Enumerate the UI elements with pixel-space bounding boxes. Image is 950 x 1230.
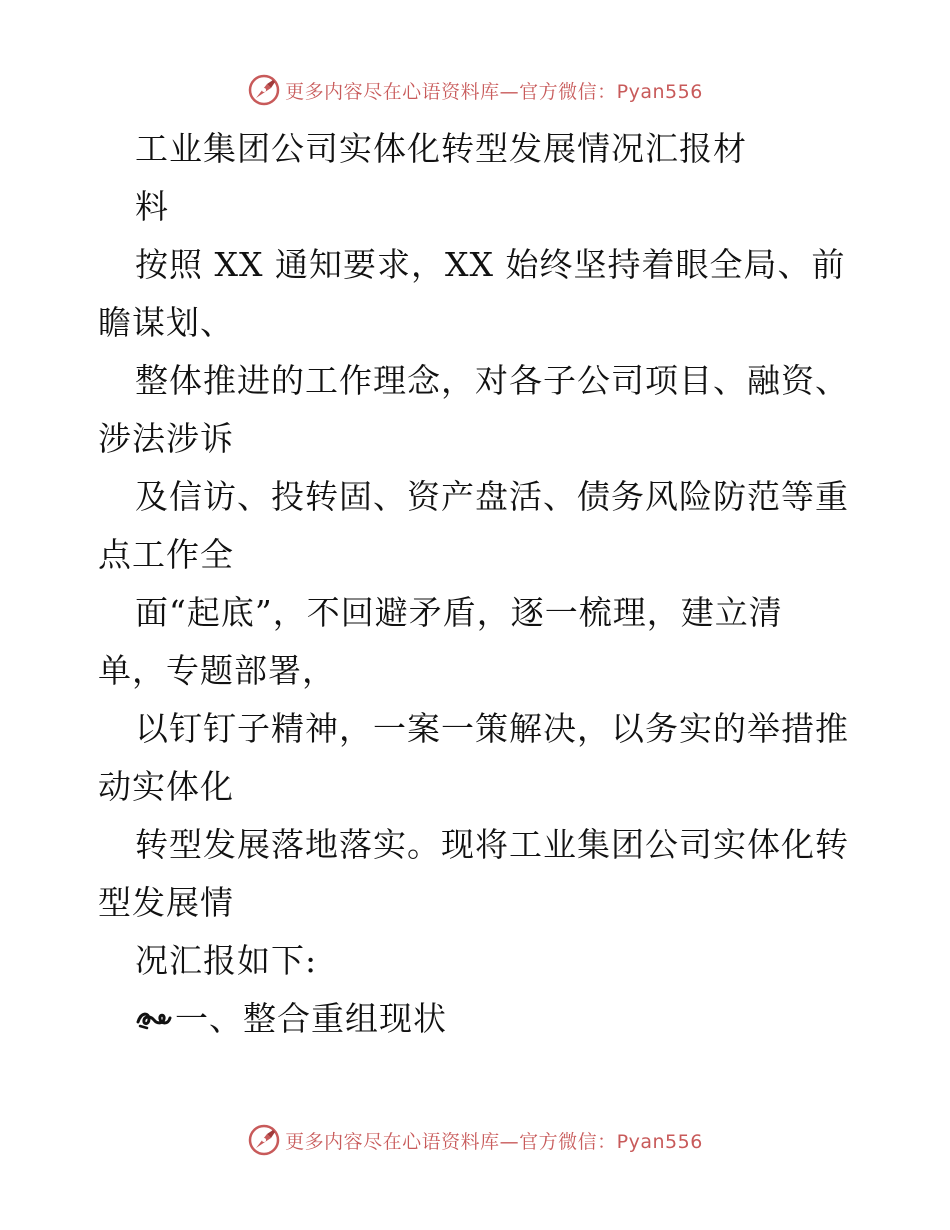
doc-title-line-2: 料 [135, 187, 169, 226]
document-body [98, 120, 858, 1048]
header-watermark-text: 更多内容尽在心语资料库—官方微信：Pyan556 [285, 80, 703, 103]
section-heading-text: 一、整合重组现状 [175, 999, 447, 1038]
doc-paragraph-line: 涉法涉诉 [98, 419, 234, 458]
doc-paragraph-line: 以钉钉子精神，一案一策解决，以务实的举措推 [135, 709, 849, 748]
flourish-bullet-icon [135, 1006, 173, 1032]
doc-paragraph-line: 况汇报如下: [135, 941, 318, 980]
doc-paragraph-line: 单，专题部署， [98, 651, 336, 690]
pen-nib-logo-icon [247, 1123, 281, 1157]
doc-paragraph-line: 面“起底”，不回避矛盾，逐一梳理，建立清 [135, 593, 783, 632]
doc-title-line-1: 工业集团公司实体化转型发展情况汇报材 [135, 129, 747, 168]
doc-paragraph-line: 点工作全 [98, 535, 234, 574]
doc-paragraph-line: 整体推进的工作理念，对各子公司项目、融资、 [135, 361, 849, 400]
doc-paragraph-line: 型发展情 [98, 883, 234, 922]
doc-paragraph-line: 按照 XX 通知要求，XX 始终坚持着眼全局、前 [135, 245, 846, 284]
footer-watermark-banner [0, 1120, 950, 1160]
doc-paragraph-line: 瞻谋划、 [98, 303, 234, 342]
doc-paragraph-line: 动实体化 [98, 767, 234, 806]
footer-watermark-text: 更多内容尽在心语资料库—官方微信：Pyan556 [285, 1130, 703, 1153]
doc-paragraph-line: 转型发展落地落实。现将工业集团公司实体化转 [135, 825, 849, 864]
header-watermark-banner [0, 70, 950, 110]
pen-nib-logo-icon [247, 73, 281, 107]
section-heading [98, 990, 858, 1048]
doc-paragraph-line: 及信访、投转固、资产盘活、债务风险防范等重 [135, 477, 849, 516]
